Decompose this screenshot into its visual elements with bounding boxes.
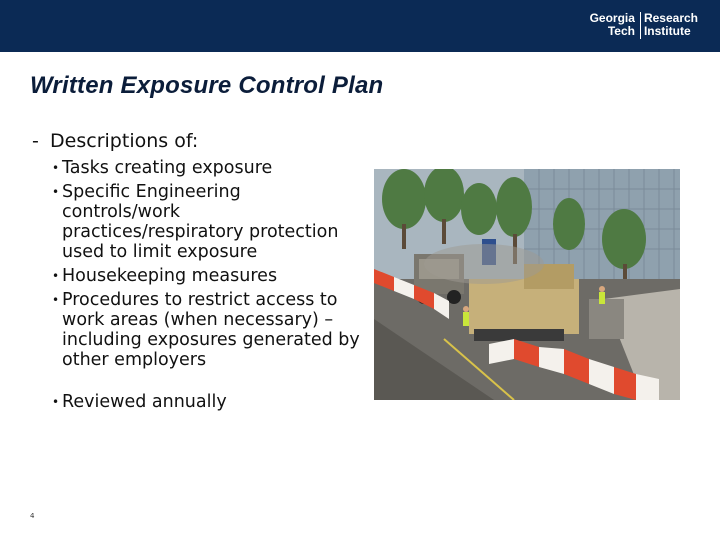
section-heading (32, 130, 198, 152)
section-dash: - (32, 130, 39, 152)
bullet-dot: • (52, 161, 60, 175)
logo-text-tech: Tech (607, 24, 635, 38)
road-construction-photo (374, 169, 680, 400)
bullet-dot: • (52, 185, 60, 199)
bullet-dot: • (52, 293, 60, 307)
bullet-item (52, 182, 362, 262)
georgia-tech-research-institute-logo (590, 12, 698, 42)
bullet-item (52, 392, 362, 412)
bullet-text: Reviewed annually (62, 392, 227, 412)
logo-text-georgia: Georgia (589, 11, 635, 25)
bullet-text: Procedures to restrict access to work areas (when necessary) – including exposures generated by other employers (62, 290, 360, 370)
logo-text-research: Research (643, 11, 698, 25)
bullet-dot: • (52, 269, 60, 283)
bullet-list (52, 158, 362, 416)
logo-divider (640, 12, 641, 39)
slide-title: Written Exposure Control Plan (30, 72, 384, 99)
logo-text-institute: Institute (643, 24, 691, 38)
bullet-item (52, 290, 362, 370)
bullet-text: Housekeeping measures (62, 266, 278, 286)
bullet-item (52, 266, 362, 286)
header-bar (0, 0, 720, 52)
section-label: Descriptions of: (50, 130, 199, 152)
bullet-text: Specific Engineering controls/work practices/respiratory protection used to limit exposure (62, 182, 339, 262)
bullet-dot: • (52, 395, 60, 409)
bullet-text: Tasks creating exposure (62, 158, 273, 178)
slide-number: 4 (30, 512, 35, 520)
bullet-item (52, 158, 362, 178)
